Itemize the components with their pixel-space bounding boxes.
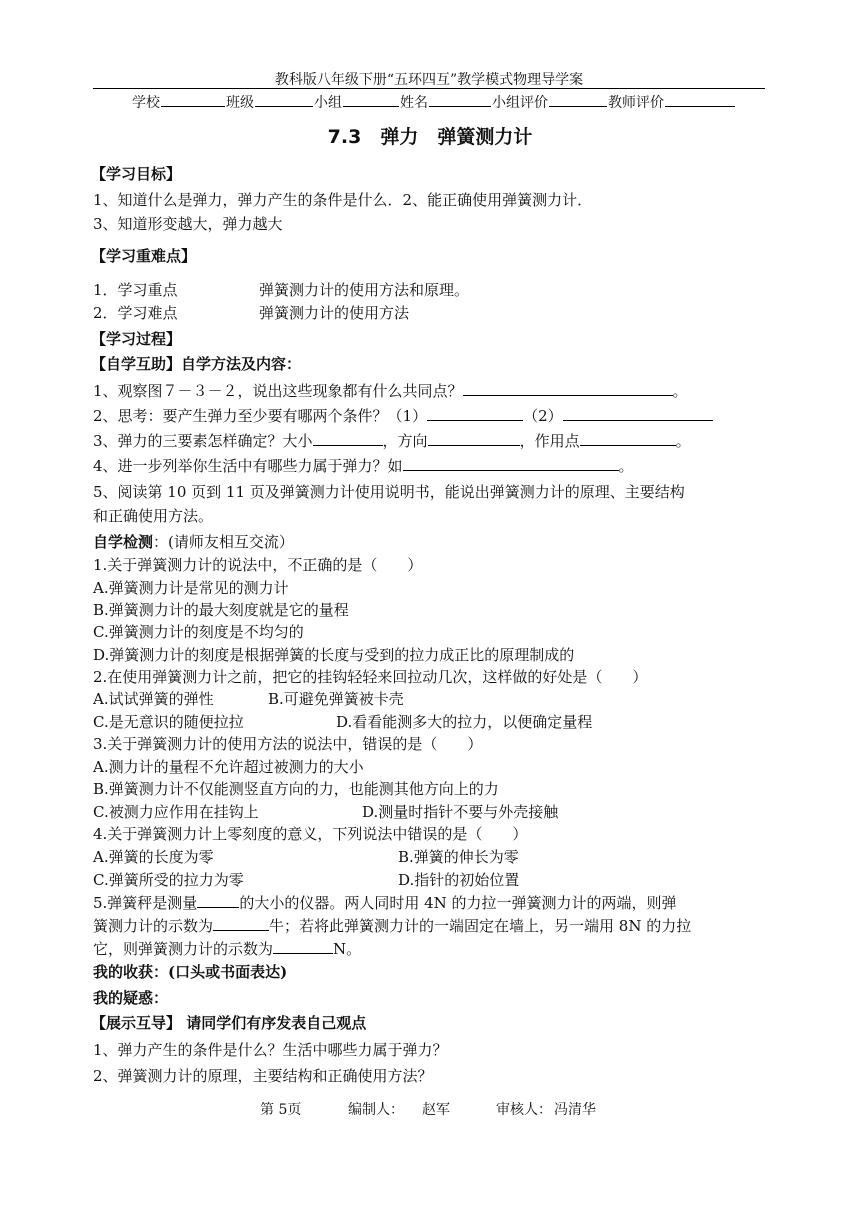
field-name-blank[interactable] [429,92,491,107]
check-q5-line-2: 簧测力计的示数为 牛；若将此弹簧测力计的一端固定在墙上，另一端用 8N 的力拉 [93,917,692,935]
check-q4-option-c: C.弹簧所受的拉力为零 [93,871,244,889]
check-q3-option-d: D.测量时指针不要与外壳接触 [362,803,559,821]
footer-reviewer-label: 审核人： [496,1102,552,1118]
self-study-question-2: 2、思考：要产生弹力至少要有哪两个条件？（1） （2） [93,405,713,426]
check-q5-line-3: 它，则弹簧测力计的示数为 N。 [93,940,362,958]
check-q4-option-a: A.弹簧的长度为零 [93,848,214,866]
show-question-1: 1、弹力产生的条件是什么？生活中哪些力属于弹力？ [93,1041,448,1059]
answer-blank[interactable] [313,430,383,446]
check-q1-option-a: A.弹簧测力计是常见的测力计 [93,579,289,597]
check-q3-option-b: B.弹簧测力计不仅能测竖直方向的力，也能测其他方向上的力 [93,780,499,798]
answer-blank[interactable] [403,455,619,471]
check-q3-option-c: C.被测力应作用在挂钩上 [93,803,259,821]
self-study-question-5: 5、阅读第 10 页到 11 页及弹簧测力计使用说明书，能说出弹簧测力计的原理、主要结构 [93,483,685,501]
answer-blank[interactable] [428,430,520,446]
keypoint-text: 弹簧测力计的使用方法 [259,304,410,322]
header-rule [93,88,765,89]
keypoint-label: 1．学习重点 [93,281,178,299]
check-q2-option-a: A.试试弹簧的弹性 [93,690,214,708]
check-q2-option-c: C.是无意识的随便拉拉 [93,713,244,731]
show-heading: 【展示互导】 请同学们有序发表自己观点 [91,1014,367,1032]
keypoint-item [93,280,178,300]
check-q4-option-b: B.弹簧的伸长为零 [398,848,519,866]
check-q1-option-b: B.弹簧测力计的最大刻度就是它的量程 [93,601,349,619]
my-doubt-heading: 我的疑惑： [93,989,169,1007]
field-teacher-eval-label: 教师评价 [608,95,664,111]
field-group-label: 小组 [314,95,342,111]
answer-blank[interactable] [213,915,269,931]
answer-blank[interactable] [197,892,239,908]
page-title: 7.3 弹力 弹簧测力计 [327,126,533,148]
self-study-question-1: 1、观察图７－３－２，说出这些现象都有什么共同点？ 。 [93,382,688,400]
check-q2-option-b: B.可避免弹簧被卡壳 [268,690,404,708]
check-q5-line-1: 5.弹簧秤是测量 的大小的仪器。两人同时用 4N 的力拉一弹簧测力计的两端，则弹 [93,894,677,912]
check-q4-stem: 4.关于弹簧测力计上零刻度的意义，下列说法中错误的是（ ） [93,825,528,843]
show-question-2: 2、弹簧测力计的原理，主要结构和正确使用方法？ [93,1067,433,1085]
self-check-heading: 自学检测：(请师友相互交流） [93,533,294,551]
field-group-eval-label: 小组评价 [492,95,548,111]
check-q1-option-c: C.弹簧测力计的刻度是不均匀的 [93,623,304,641]
check-q1-option-d: D.弹簧测力计的刻度是根据弹簧的长度与受到的拉力成正比的原理制成的 [93,646,575,664]
answer-blank[interactable] [563,405,713,421]
header-title: 教科版八年级下册“五环四互”教学模式物理导学案 [274,72,584,88]
footer-page-number: 第 5页 [260,1102,302,1118]
keypoints-heading: 【学习重难点】 [91,247,197,265]
self-study-question-4: 4、进一步列举你生活中有哪些力属于弹力？如 。 [93,457,634,475]
field-school-label: 学校 [132,95,160,111]
field-group-blank[interactable] [343,92,399,107]
header-fields [132,92,736,112]
check-q4-option-d: D.指针的初始位置 [398,871,520,889]
footer-editor: 赵军 [422,1102,450,1118]
answer-blank[interactable] [463,380,673,396]
process-heading: 【学习过程】 [91,330,182,348]
field-school-blank[interactable] [161,92,225,107]
keypoint-item [93,303,178,323]
footer-reviewer: 冯清华 [554,1102,596,1118]
field-name-label: 姓名 [400,95,428,111]
footer-editor-label: 编制人： [348,1102,404,1118]
self-study-question-3: 3、弹力的三要素怎样确定？大小 ，方向 ，作用点 。 [93,432,691,450]
self-study-heading: 【自学互助】自学方法及内容： [91,355,302,373]
answer-blank[interactable] [273,938,333,954]
self-study-question-5-cont: 和正确使用方法。 [93,507,214,525]
field-class-label: 班级 [226,95,254,111]
my-gain-heading: 我的收获：(口头或书面表达) [93,963,288,981]
objectives-line-1: 1、知道什么是弹力，弹力产生的条件是什么．2、能正确使用弹簧测力计． [93,191,593,209]
field-group-eval-blank[interactable] [549,92,607,107]
check-q2-stem: 2.在使用弹簧测力计之前，把它的挂钩轻轻来回拉动几次，这样做的好处是（ ） [93,668,648,686]
objectives-line-2: 3、知道形变越大，弹力越大 [93,215,283,233]
answer-blank[interactable] [427,405,523,421]
answer-blank[interactable] [580,430,676,446]
check-q2-option-d: D.看看能测多大的拉力，以便确定量程 [336,713,593,731]
keypoint-text: 弹簧测力计的使用方法和原理。 [259,281,470,299]
check-q3-option-a: A.测力计的量程不允许超过被测力的大小 [93,758,364,776]
field-teacher-eval-blank[interactable] [665,92,735,107]
objectives-heading: 【学习目标】 [91,165,182,183]
keypoint-label: 2．学习难点 [93,304,178,322]
check-q1-stem: 1.关于弹簧测力计的说法中，不正确的是（ ） [93,556,423,574]
check-q3-stem: 3.关于弹簧测力计的使用方法的说法中，错误的是（ ） [93,735,483,753]
field-class-blank[interactable] [255,92,313,107]
